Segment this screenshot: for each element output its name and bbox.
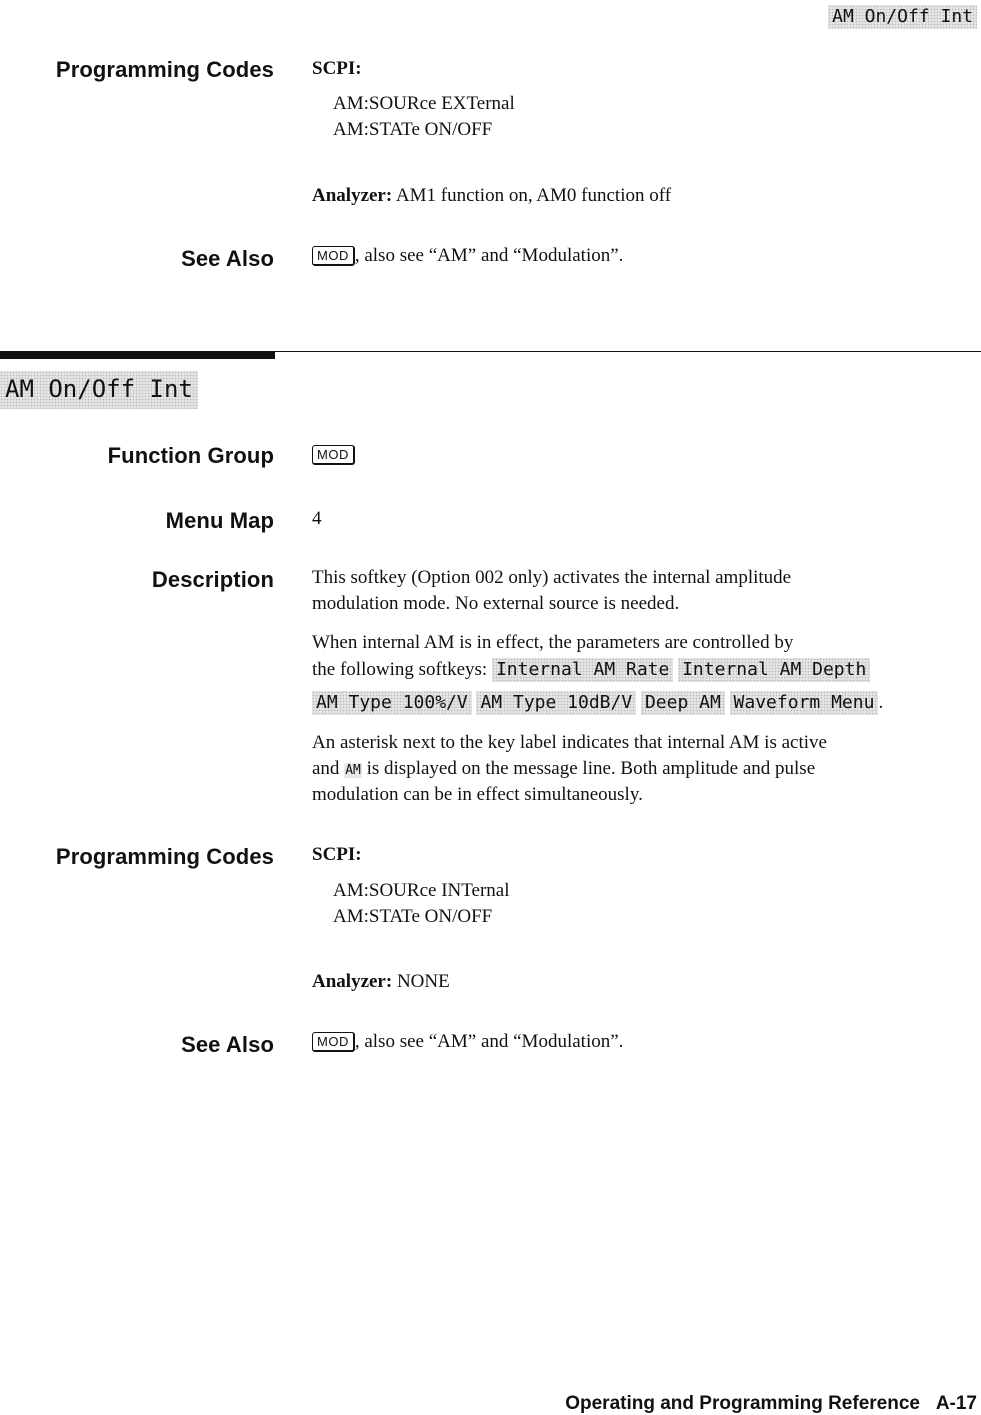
description-para2-lead: the following softkeys: — [312, 659, 492, 680]
description-para1-line2: modulation mode. No external source is needed. — [312, 593, 680, 614]
analyzer-text: NONE — [396, 971, 450, 992]
page-number: A-17 — [935, 1393, 977, 1414]
description-para2-end: . — [878, 692, 884, 713]
programming-codes-label: Programming Codes — [55, 844, 274, 869]
softkey-waveform-menu: Waveform Menu — [730, 691, 879, 715]
page-footer — [565, 1393, 977, 1415]
softkey-am-type-10db: AM Type 10dB/V — [476, 691, 636, 715]
description-label: Description — [151, 567, 274, 592]
description-para1-line1: This softkey (Option 002 only) activates the internal amplitude — [312, 567, 792, 588]
softkey-deep-am: Deep AM — [641, 691, 725, 715]
prev-scpi-line-2: AM:STATe ON/OFF — [333, 119, 493, 140]
scpi-line-2: AM:STATe ON/OFF — [333, 906, 493, 927]
mod-key-icon: MOD — [312, 246, 355, 266]
menu-map-label: Menu Map — [165, 508, 274, 533]
description-para3-and: and — [312, 758, 345, 779]
prev-see-also-text: , also see “AM” and “Modulation”. — [354, 245, 624, 266]
mod-key-icon: MOD — [312, 445, 355, 465]
analyzer-line — [312, 969, 450, 995]
scpi-line-1: AM:SOURce INTernal — [333, 880, 510, 901]
see-also-text: , also see “AM” and “Modulation”. — [354, 1031, 624, 1052]
running-header-key: AM On/Off Int — [828, 5, 977, 29]
footer-title: Operating and Programming Reference — [565, 1393, 920, 1414]
message-line-am-indicator: AM — [345, 763, 361, 778]
menu-map-value: 4 — [312, 508, 322, 529]
description-para2-line1: When internal AM is in effect, the parameters are controlled by — [312, 632, 794, 653]
description-para3-line1: An asterisk next to the key label indicates that internal AM is active — [312, 732, 827, 753]
softkey-am-type-100: AM Type 100%/V — [312, 691, 472, 715]
prev-see-also-line — [312, 243, 623, 269]
description-para3-rest: is displayed on the message line. Both amplitude and pulse — [361, 758, 816, 779]
softkey-internal-am-rate: Internal AM Rate — [492, 658, 673, 682]
prev-scpi-line-1: AM:SOURce EXTernal — [333, 93, 515, 114]
prev-analyzer-label: Analyzer: — [312, 185, 393, 206]
section-title — [0, 375, 198, 403]
function-group-value — [312, 442, 355, 468]
description-para3-line2 — [312, 756, 815, 784]
scpi-label: SCPI: — [312, 844, 362, 865]
see-also-line — [312, 1029, 623, 1055]
running-header — [828, 6, 977, 27]
prev-see-also-label: See Also — [181, 246, 274, 271]
section-title-key: AM On/Off Int — [0, 371, 198, 409]
description-para2-line2 — [312, 657, 870, 683]
prev-scpi-label: SCPI: — [312, 58, 362, 79]
function-group-label: Function Group — [107, 443, 274, 468]
prev-analyzer-line — [312, 183, 671, 209]
softkey-internal-am-depth: Internal AM Depth — [678, 658, 870, 682]
see-also-label: See Also — [181, 1032, 274, 1057]
mod-key-icon: MOD — [312, 1032, 355, 1052]
analyzer-label: Analyzer: — [312, 971, 393, 992]
prev-analyzer-text: AM1 function on, AM0 function off — [395, 185, 672, 206]
section-divider-bar — [0, 351, 275, 359]
description-para2-line3 — [312, 690, 883, 716]
prev-programming-codes-label: Programming Codes — [55, 57, 274, 82]
description-para3-line3: modulation can be in effect simultaneously. — [312, 784, 643, 805]
